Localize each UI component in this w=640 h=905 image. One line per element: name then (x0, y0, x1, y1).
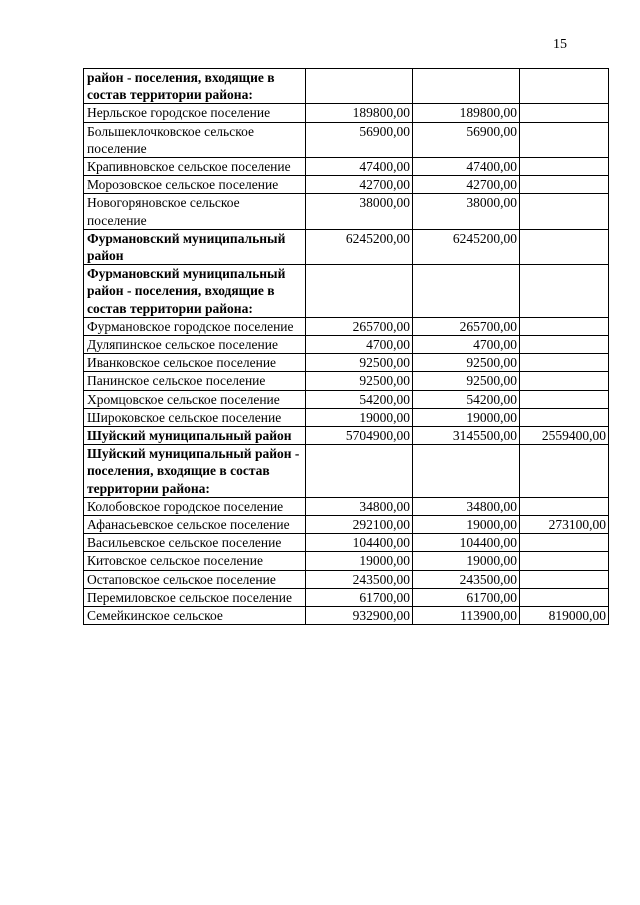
table-row (84, 104, 609, 122)
row-name-cell: Фурмановское городское поселение (84, 317, 306, 335)
row-name-cell: Фурмановский муниципальный район - поселения, входящие в состав территории района: (84, 265, 306, 318)
amount-cell-total: 54200,00 (306, 390, 413, 408)
amount-cell-a: 92500,00 (413, 372, 520, 390)
row-name-cell: Панинское сельское поселение (84, 372, 306, 390)
amount-cell-a: 19000,00 (413, 516, 520, 534)
amount-cell-a: 38000,00 (413, 194, 520, 229)
row-name-cell: Остаповское сельское поселение (84, 570, 306, 588)
amount-cell-total: 243500,00 (306, 570, 413, 588)
table-row (84, 570, 609, 588)
amount-cell-total: 19000,00 (306, 552, 413, 570)
row-name-cell: Дуляпинское сельское поселение (84, 336, 306, 354)
amount-cell-a: 243500,00 (413, 570, 520, 588)
amount-cell-b (520, 69, 609, 104)
table-row (84, 516, 609, 534)
table-row (84, 158, 609, 176)
amount-cell-total (306, 445, 413, 498)
amount-cell-b (520, 570, 609, 588)
amount-cell-total: 6245200,00 (306, 229, 413, 264)
row-name-cell: Хромцовское сельское поселение (84, 390, 306, 408)
amount-cell-total: 47400,00 (306, 158, 413, 176)
row-name-cell: Большеклочковское сельское поселение (84, 122, 306, 157)
row-name-cell: Китовское сельское поселение (84, 552, 306, 570)
amount-cell-b (520, 354, 609, 372)
amount-cell-b (520, 588, 609, 606)
amount-cell-total: 34800,00 (306, 497, 413, 515)
amount-cell-total: 292100,00 (306, 516, 413, 534)
amount-cell-b (520, 194, 609, 229)
row-name-cell: Морозовское сельское поселение (84, 176, 306, 194)
table-row (84, 534, 609, 552)
amount-cell-total: 42700,00 (306, 176, 413, 194)
amount-cell-b: 2559400,00 (520, 427, 609, 445)
amount-cell-a: 61700,00 (413, 588, 520, 606)
amount-cell-a: 47400,00 (413, 158, 520, 176)
page-number: 15 (553, 37, 567, 52)
table-row (84, 229, 609, 264)
amount-cell-a: 189800,00 (413, 104, 520, 122)
table-row (84, 354, 609, 372)
amount-cell-total: 61700,00 (306, 588, 413, 606)
table-body (84, 69, 609, 625)
table-row (84, 122, 609, 157)
row-name-cell: Шуйский муниципальный район - поселения, входящие в состав территории района: (84, 445, 306, 498)
amount-cell-a: 265700,00 (413, 317, 520, 335)
amount-cell-a: 3145500,00 (413, 427, 520, 445)
row-name-cell: Новогоряновское сельское поселение (84, 194, 306, 229)
amount-cell-b: 273100,00 (520, 516, 609, 534)
amount-cell-b (520, 265, 609, 318)
table-row (84, 336, 609, 354)
amount-cell-b (520, 317, 609, 335)
amount-cell-a: 54200,00 (413, 390, 520, 408)
amount-cell-total: 92500,00 (306, 372, 413, 390)
row-name-cell: Нерльское городское поселение (84, 104, 306, 122)
amount-cell-total: 104400,00 (306, 534, 413, 552)
amount-cell-total: 5704900,00 (306, 427, 413, 445)
amount-cell-total: 38000,00 (306, 194, 413, 229)
amount-cell-b (520, 497, 609, 515)
amount-cell-b (520, 176, 609, 194)
table-row (84, 69, 609, 104)
amount-cell-b (520, 122, 609, 157)
amount-cell-a: 92500,00 (413, 354, 520, 372)
amount-cell-b (520, 336, 609, 354)
row-name-cell: Афанасьевское сельское поселение (84, 516, 306, 534)
amount-cell-total: 4700,00 (306, 336, 413, 354)
table-row (84, 265, 609, 318)
amount-cell-a: 6245200,00 (413, 229, 520, 264)
amount-cell-a: 56900,00 (413, 122, 520, 157)
row-name-cell: район - поселения, входящие в состав территории района: (84, 69, 306, 104)
amount-cell-b (520, 552, 609, 570)
row-name-cell: Широковское сельское поселение (84, 408, 306, 426)
row-name-cell: Семейкинское сельское (84, 607, 306, 625)
row-name-cell: Шуйский муниципальный район (84, 427, 306, 445)
amount-cell-b (520, 104, 609, 122)
amount-cell-a: 104400,00 (413, 534, 520, 552)
row-name-cell: Колобовское городское поселение (84, 497, 306, 515)
amount-cell-b (520, 445, 609, 498)
table-row (84, 445, 609, 498)
table-row (84, 552, 609, 570)
amount-cell-a: 19000,00 (413, 408, 520, 426)
amount-cell-total: 265700,00 (306, 317, 413, 335)
amount-cell-b (520, 408, 609, 426)
amount-cell-a: 42700,00 (413, 176, 520, 194)
row-name-cell: Иванковское сельское поселение (84, 354, 306, 372)
amount-cell-a: 113900,00 (413, 607, 520, 625)
row-name-cell: Перемиловское сельское поселение (84, 588, 306, 606)
amount-cell-b (520, 372, 609, 390)
table-row (84, 317, 609, 335)
table-row (84, 372, 609, 390)
amount-cell-total: 932900,00 (306, 607, 413, 625)
amount-cell-a: 4700,00 (413, 336, 520, 354)
table-row (84, 427, 609, 445)
amount-cell-total: 19000,00 (306, 408, 413, 426)
row-name-cell: Васильевское сельское поселение (84, 534, 306, 552)
amount-cell-a (413, 69, 520, 104)
amount-cell-total (306, 69, 413, 104)
amount-cell-a: 19000,00 (413, 552, 520, 570)
amount-cell-total: 189800,00 (306, 104, 413, 122)
amount-cell-total (306, 265, 413, 318)
amount-cell-b (520, 390, 609, 408)
amount-cell-total: 56900,00 (306, 122, 413, 157)
amount-cell-a (413, 445, 520, 498)
table-row (84, 607, 609, 625)
amount-cell-b (520, 229, 609, 264)
table-row (84, 194, 609, 229)
amount-cell-total: 92500,00 (306, 354, 413, 372)
amount-cell-b: 819000,00 (520, 607, 609, 625)
row-name-cell: Крапивновское сельское поселение (84, 158, 306, 176)
table-row (84, 390, 609, 408)
amount-cell-b (520, 534, 609, 552)
table-row (84, 176, 609, 194)
row-name-cell: Фурмановский муниципальный район (84, 229, 306, 264)
table-row (84, 497, 609, 515)
amount-cell-a (413, 265, 520, 318)
budget-table (83, 68, 609, 625)
table-row (84, 588, 609, 606)
amount-cell-b (520, 158, 609, 176)
table-row (84, 408, 609, 426)
amount-cell-a: 34800,00 (413, 497, 520, 515)
